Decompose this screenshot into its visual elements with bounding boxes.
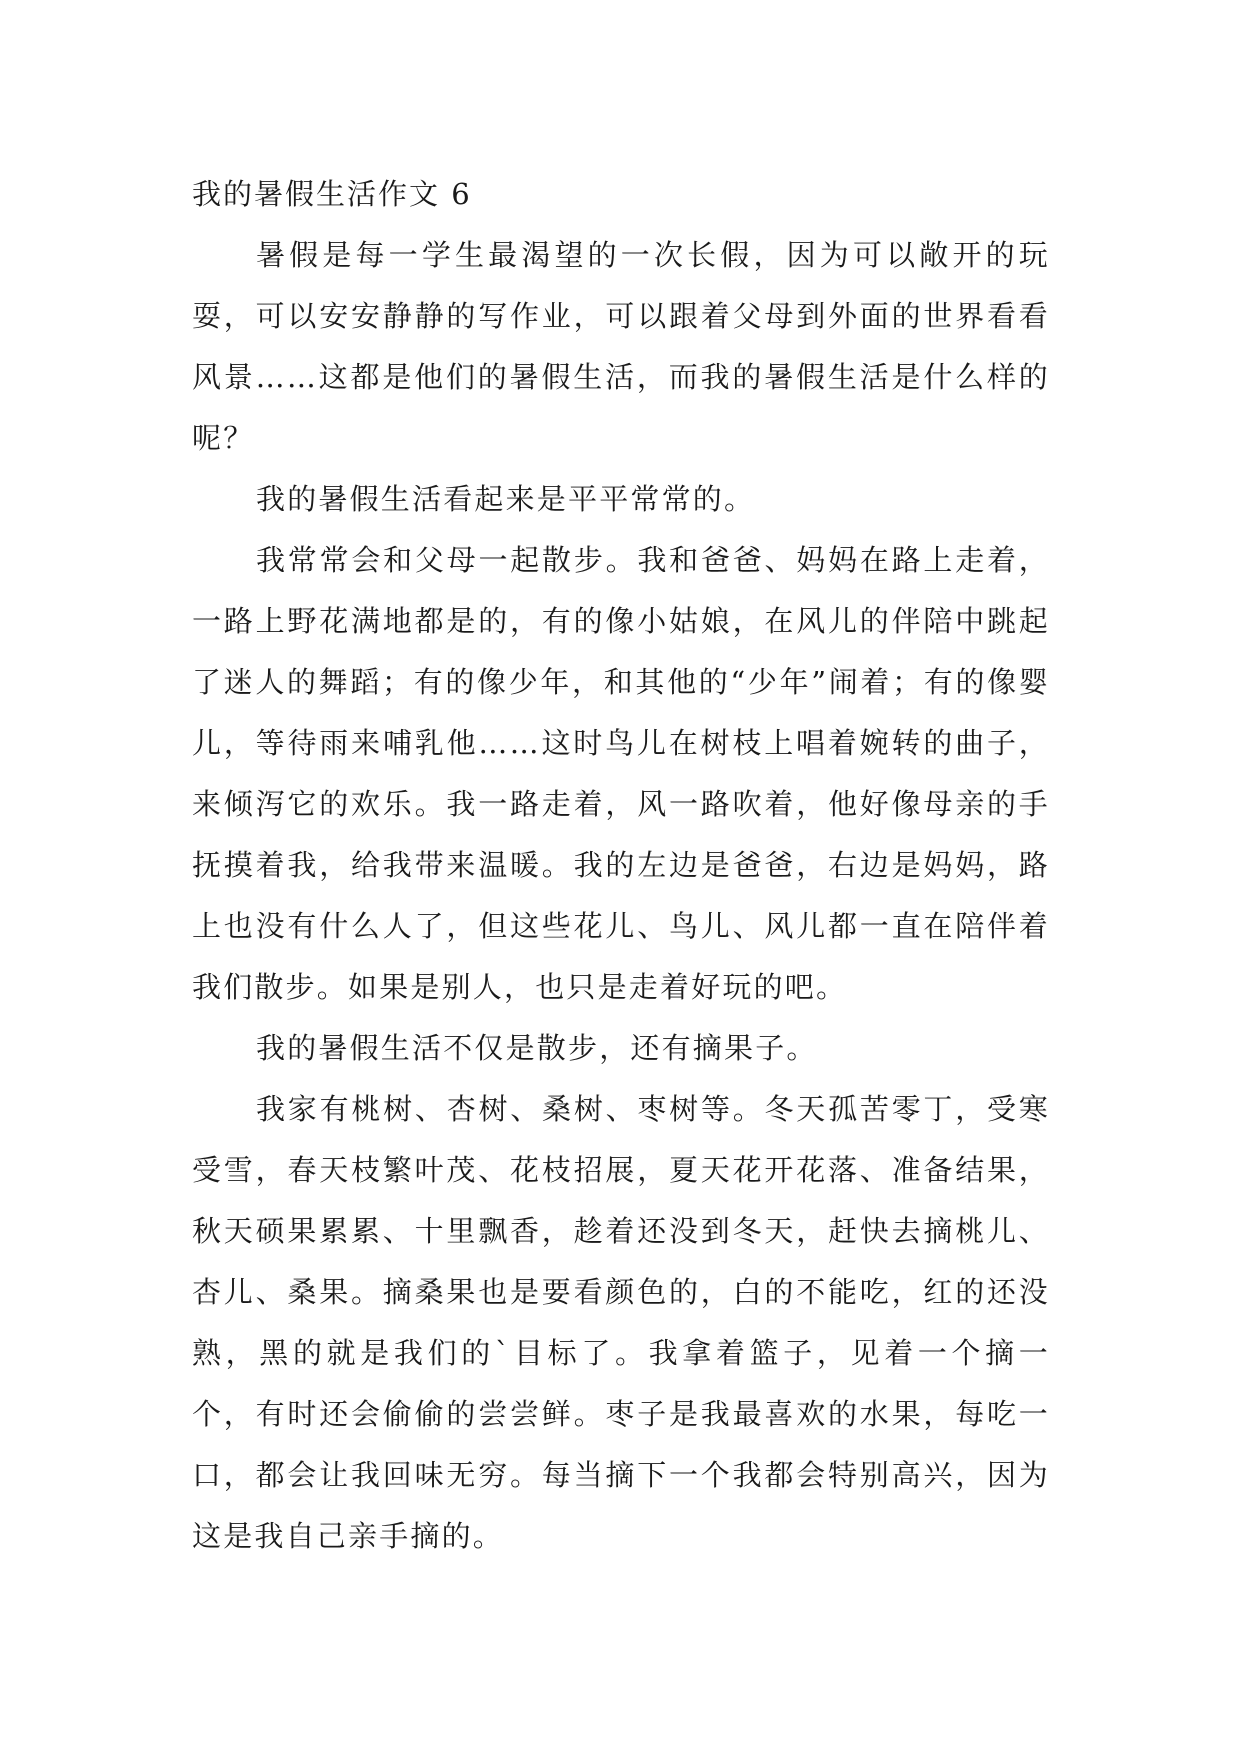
document-body xyxy=(192,164,1050,1567)
paragraph-walking: 我常常会和父母一起散步。我和爸爸、妈妈在路上走着，一路上野花满地都是的，有的像小姑娘，在风儿的伴陪中跳起了迷人的舞蹈；有的像少年，和其他的“少年”闹着；有的像婴儿，等待雨来哺乳他……这时鸟儿在树枝上唱着婉转的曲子，来倾泻它的欢乐。我一路走着，风一路吹着，他好像母亲的手抚摸着我，给我带来温暖。我的左边是爸爸，右边是妈妈，路上也没有什么人了，但这些花儿、鸟儿、风儿都一直在陪伴着我们散步。如果是别人，也只是走着好玩的吧。 xyxy=(192,543,1050,1004)
document-title: 我的暑假生活作文 6 xyxy=(192,177,472,211)
paragraph-picking-transition: 我的暑假生活不仅是散步，还有摘果子。 xyxy=(256,1031,818,1065)
paragraph-intro: 暑假是每一学生最渴望的一次长假，因为可以敞开的玩耍，可以安安静静的写作业，可以跟着父母到外面的世界看看风景……这都是他们的暑假生活，而我的暑假生活是什么样的呢？ xyxy=(192,238,1050,455)
paragraph-fruit-picking: 我家有桃树、杏树、桑树、枣树等。冬天孤苦零丁，受寒受雪，春天枝繁叶茂、花枝招展，夏天花开花落、准备结果，秋天硕果累累、十里飘香，趁着还没到冬天，赶快去摘桃儿、杏儿、桑果。摘桑果也是要看颜色的，白的不能吃，红的还没熟，黑的就是我们的`目标了。我拿着篮子，见着一个摘一个，有时还会偷偷的尝尝鲜。枣子是我最喜欢的水果，每吃一口，都会让我回味无穷。每当摘下一个我都会特别高兴，因为这是我自己亲手摘的。 xyxy=(192,1092,1050,1553)
paragraph-ordinary: 我的暑假生活看起来是平平常常的。 xyxy=(256,482,756,516)
